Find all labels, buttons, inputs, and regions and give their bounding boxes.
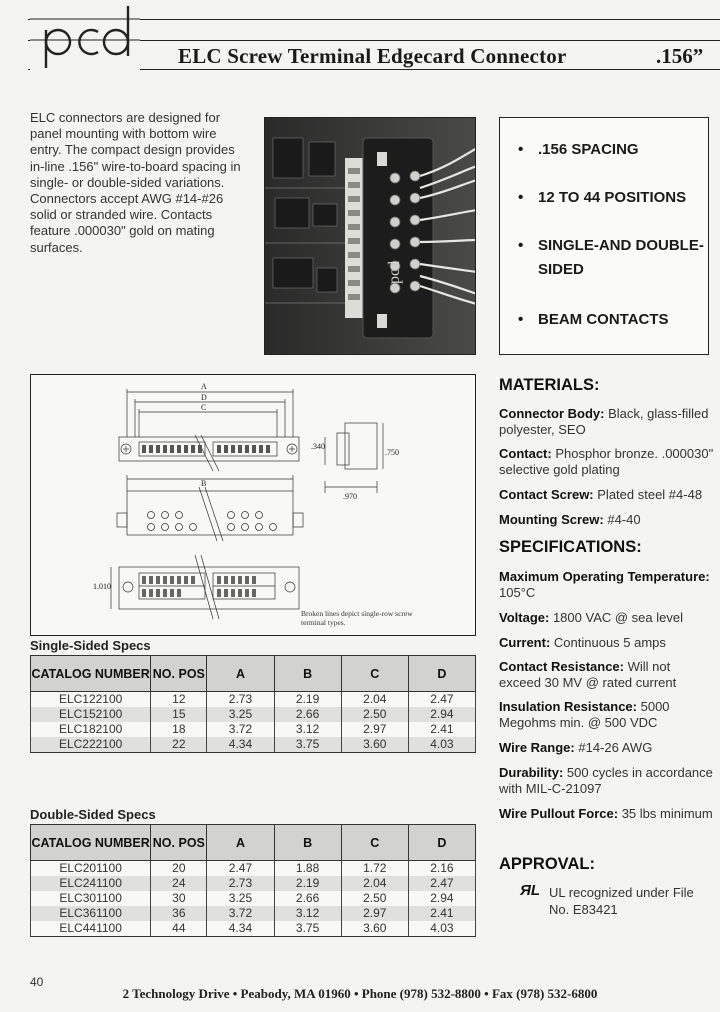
bullet: • xyxy=(518,189,524,206)
cell-catalog: ELC201100 xyxy=(31,861,151,877)
spec-value: #14-26 AWG xyxy=(578,740,653,755)
spec-value: 1800 VAC @ sea level xyxy=(552,610,683,625)
cell-c: 2.97 xyxy=(341,722,408,737)
col-header-d: D xyxy=(408,825,475,861)
table-row xyxy=(31,692,476,708)
double-sided-title: Double-Sided Specs xyxy=(30,807,156,822)
cell-d: 2.94 xyxy=(408,707,475,722)
material-value: Black, glass-filled polyester, SEO xyxy=(499,406,709,437)
product-photo xyxy=(264,117,476,355)
bullet: • xyxy=(518,237,524,254)
cell-b: 2.19 xyxy=(274,692,341,708)
cell-pos: 36 xyxy=(151,906,207,921)
cell-pos: 30 xyxy=(151,891,207,906)
spec-item xyxy=(499,765,714,797)
feature-text: 12 TO 44 POSITIONS xyxy=(538,189,687,206)
dim-label-970: .970 xyxy=(343,492,357,501)
material-label: Contact: xyxy=(499,446,552,461)
cell-pos: 15 xyxy=(151,707,207,722)
spec-item xyxy=(499,659,714,691)
cell-c: 2.04 xyxy=(341,876,408,891)
cell-catalog: ELC122100 xyxy=(31,692,151,708)
cell-a: 3.25 xyxy=(207,707,274,722)
spec-item xyxy=(499,806,714,822)
spec-value: Will not exceed 30 MV @ rated current xyxy=(499,659,677,690)
cell-b: 3.75 xyxy=(274,737,341,753)
cell-d: 2.41 xyxy=(408,722,475,737)
cell-d: 4.03 xyxy=(408,737,475,753)
approval-heading: APPROVAL: xyxy=(499,855,595,873)
dimension-drawing xyxy=(30,374,476,636)
col-header-a: A xyxy=(207,825,274,861)
table-row xyxy=(31,891,476,906)
col-header-catalog: CATALOG NUMBER xyxy=(31,656,151,692)
cell-b: 1.88 xyxy=(274,861,341,877)
col-header-catalog: CATALOG NUMBER xyxy=(31,825,151,861)
col-header-b: B xyxy=(274,825,341,861)
ul-mark: ЯL xyxy=(520,882,541,899)
cell-a: 2.73 xyxy=(207,692,274,708)
materials-heading: MATERIALS: xyxy=(499,376,600,394)
spec-label: Current: xyxy=(499,635,551,650)
cell-pos: 24 xyxy=(151,876,207,891)
cell-b: 3.12 xyxy=(274,722,341,737)
spec-item xyxy=(499,699,714,731)
material-label: Contact Screw: xyxy=(499,487,594,502)
feature-text: .156 SPACING xyxy=(538,141,639,158)
spec-label: Voltage: xyxy=(499,610,550,625)
cell-d: 2.47 xyxy=(408,876,475,891)
cell-a: 3.25 xyxy=(207,891,274,906)
cell-pos: 18 xyxy=(151,722,207,737)
spec-item xyxy=(499,635,714,651)
dim-label-1010: 1.010 xyxy=(93,582,111,591)
col-header-c: C xyxy=(341,656,408,692)
table-row xyxy=(31,861,476,877)
cell-c: 3.60 xyxy=(341,921,408,937)
cell-pos: 44 xyxy=(151,921,207,937)
spec-label: Maximum Operating Temperature: xyxy=(499,569,710,584)
feature-list xyxy=(499,117,709,355)
cell-b: 3.12 xyxy=(274,906,341,921)
cell-c: 1.72 xyxy=(341,861,408,877)
table-row xyxy=(31,906,476,921)
col-header-pos: NO. POS xyxy=(151,656,207,692)
spec-value: 105°C xyxy=(499,585,536,600)
connector-photo-art xyxy=(265,118,476,355)
material-label: Connector Body: xyxy=(499,406,605,421)
col-header-d: D xyxy=(408,656,475,692)
material-label: Mounting Screw: xyxy=(499,512,604,527)
table-row xyxy=(31,921,476,937)
single-sided-title: Single-Sided Specs xyxy=(30,638,151,653)
col-header-pos: NO. POS xyxy=(151,825,207,861)
table-row xyxy=(31,876,476,891)
cell-c: 3.60 xyxy=(341,737,408,753)
cell-catalog: ELC361100 xyxy=(31,906,151,921)
cell-catalog: ELC241100 xyxy=(31,876,151,891)
cell-b: 3.75 xyxy=(274,921,341,937)
bullet: • xyxy=(518,141,524,158)
table-row xyxy=(31,707,476,722)
cell-pos: 22 xyxy=(151,737,207,753)
cell-pos: 20 xyxy=(151,861,207,877)
cell-b: 2.19 xyxy=(274,876,341,891)
material-item xyxy=(499,487,714,503)
double-sided-table xyxy=(30,824,476,937)
table-row xyxy=(31,722,476,737)
feature-text: BEAM CONTACTS xyxy=(538,311,669,328)
material-item xyxy=(499,512,714,528)
cell-catalog: ELC222100 xyxy=(31,737,151,753)
cell-c: 2.97 xyxy=(341,906,408,921)
cell-d: 2.16 xyxy=(408,861,475,877)
spec-item xyxy=(499,569,714,601)
cell-a: 3.72 xyxy=(207,722,274,737)
intro-paragraph: ELC connectors are designed for panel mounting with bottom wire entry. The compact design provides in-line .156" wire-to-board spacing in single- or double-sided variations. Connectors accept AWG #14-#26 solid or stranded wire. Contacts feature .000030" gold on mating surfaces. xyxy=(30,110,241,255)
pcd-logo xyxy=(30,2,140,70)
material-value: Plated steel #4-48 xyxy=(597,487,703,502)
dimension-drawing-art xyxy=(31,375,477,637)
document-title: ELC Screw Terminal Edgecard Connector xyxy=(178,44,567,68)
page-number: 40 xyxy=(30,975,44,989)
single-sided-table xyxy=(30,655,476,753)
cell-a: 2.47 xyxy=(207,861,274,877)
col-header-b: B xyxy=(274,656,341,692)
material-item xyxy=(499,446,714,478)
spec-value: 500 cycles in accordance with MIL-C-21097 xyxy=(499,765,713,796)
dim-label-c: C xyxy=(201,403,207,412)
spec-label: Wire Range: xyxy=(499,740,575,755)
dim-label-750: .750 xyxy=(385,448,399,457)
spec-label: Contact Resistance: xyxy=(499,659,624,674)
spec-label: Durability: xyxy=(499,765,564,780)
spec-value: Continuous 5 amps xyxy=(553,635,666,650)
cell-b: 2.66 xyxy=(274,707,341,722)
dim-label-340: .340 xyxy=(311,442,325,451)
dim-label-b: B xyxy=(201,479,207,488)
col-header-a: A xyxy=(207,656,274,692)
cell-d: 2.47 xyxy=(408,692,475,708)
cell-c: 2.04 xyxy=(341,692,408,708)
dim-label-d: D xyxy=(201,393,207,402)
spec-value: 35 lbs minimum xyxy=(621,806,713,821)
cell-a: 2.73 xyxy=(207,876,274,891)
cell-d: 2.41 xyxy=(408,906,475,921)
document-spacing: .156” xyxy=(656,44,704,68)
dim-label-a: A xyxy=(201,382,207,391)
feature-text: SINGLE-AND DOUBLE-SIDED xyxy=(538,237,704,278)
footer-address: 2 Technology Drive • Peabody, MA 01960 • Phone (978) 532-8800 • Fax (978) 532-6800 xyxy=(122,986,598,1001)
spec-item xyxy=(499,610,714,626)
specifications-heading: SPECIFICATIONS: xyxy=(499,538,642,556)
photo-brand-mark: pcd xyxy=(386,260,403,284)
material-item xyxy=(499,406,714,438)
spec-label: Wire Pullout Force: xyxy=(499,806,619,821)
cell-catalog: ELC301100 xyxy=(31,891,151,906)
cell-d: 4.03 xyxy=(408,921,475,937)
cell-c: 2.50 xyxy=(341,891,408,906)
spec-label: Insulation Resistance: xyxy=(499,699,637,714)
material-value: #4-40 xyxy=(607,512,641,527)
col-header-c: C xyxy=(341,825,408,861)
cell-a: 4.34 xyxy=(207,737,274,753)
table-row xyxy=(31,737,476,753)
cell-catalog: ELC182100 xyxy=(31,722,151,737)
spec-item xyxy=(499,740,714,756)
cell-catalog: ELC441100 xyxy=(31,921,151,937)
bullet: • xyxy=(518,311,524,328)
cell-a: 4.34 xyxy=(207,921,274,937)
approval-text: UL recognized under File No. E83421 xyxy=(549,885,694,917)
cell-a: 3.72 xyxy=(207,906,274,921)
cell-c: 2.50 xyxy=(341,707,408,722)
cell-catalog: ELC152100 xyxy=(31,707,151,722)
cell-d: 2.94 xyxy=(408,891,475,906)
cell-b: 2.66 xyxy=(274,891,341,906)
material-value: Phosphor bronze. .000030" selective gold plating xyxy=(499,446,714,477)
spec-value: 5000 Megohms min. @ 500 VDC xyxy=(499,699,670,730)
cell-pos: 12 xyxy=(151,692,207,708)
drawing-note: Broken lines depict single-row screw terminal types. xyxy=(301,609,413,627)
